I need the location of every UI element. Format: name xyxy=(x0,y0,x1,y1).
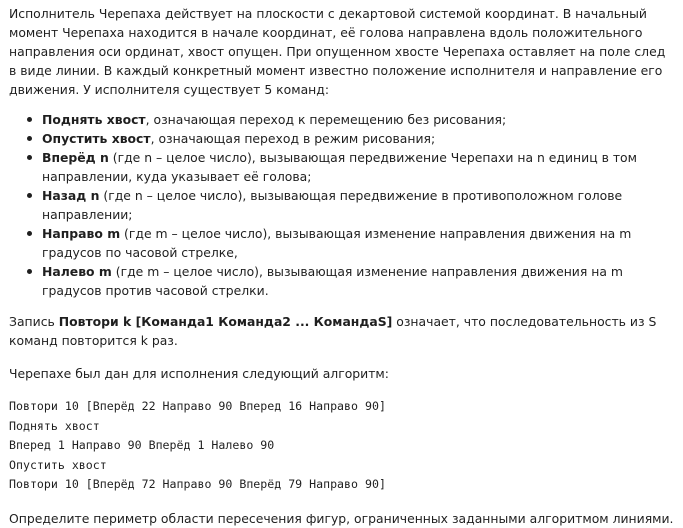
bullet-icon xyxy=(27,193,32,198)
repeat-note-before: Запись xyxy=(9,314,59,329)
bullet-icon xyxy=(27,231,32,236)
code-line: Повтори 10 [Вперёд 22 Направо 90 Вперед 16 Направо 90] xyxy=(9,399,386,413)
command-item-right xyxy=(42,224,675,262)
command-item-forward xyxy=(42,148,675,186)
code-line: Вперед 1 Направо 90 Вперёд 1 Налево 90 xyxy=(9,438,275,453)
bullet-icon xyxy=(27,117,32,122)
command-desc: (где m – целое число), вызывающая изменение направления движения на m градусов против часовой стрелки. xyxy=(42,264,623,298)
command-desc: (где n – целое число), вызывающая передвижение Черепахи на n единиц в том направлении, куда указывает её голова; xyxy=(42,150,637,184)
command-item-pen-up xyxy=(42,110,675,129)
code-line: Поднять хвост xyxy=(9,418,100,433)
command-list xyxy=(9,110,675,300)
command-name: Вперёд n xyxy=(42,150,109,165)
command-desc: , означающая переход к перемещению без рисования; xyxy=(145,112,507,127)
command-desc: , означающая переход в режим рисования; xyxy=(150,131,436,146)
command-name: Назад n xyxy=(42,188,100,203)
command-item-pen-down xyxy=(42,129,675,148)
command-desc: (где n – целое число), вызывающая передвижение в противоположном голове направлении; xyxy=(42,188,623,222)
algorithm-code xyxy=(9,397,675,495)
command-name: Опустить хвост xyxy=(42,131,151,146)
command-name: Направо m xyxy=(42,226,121,241)
bullet-icon xyxy=(27,269,32,274)
command-item-left xyxy=(42,262,675,300)
code-line: Повтори 10 [Вперёд 72 Направо 90 Вперёд 79 Направо 90] xyxy=(9,477,386,492)
bullet-icon xyxy=(27,155,32,160)
code-line: Опустить хвост xyxy=(9,457,107,472)
command-name: Налево m xyxy=(42,264,112,279)
intro-paragraph: Исполнитель Черепаха действует на плоскости с декартовой системой координат. В начальный момент Черепаха находится в начале координат, её голова направлена вдоль положительного направления оси ординат, хвост опущен. При опущенном хвосте Черепаха оставляет на поле след в виде линии. В каждый конкретный момент известно положение исполнителя и направление его движения. У исполнителя существует 5 команд: xyxy=(9,6,666,97)
command-desc: (где m – целое число), вызывающая изменение направления движения на m градусов по часовой стрелке, xyxy=(42,226,632,260)
question-text: Определите периметр области пересечения фигур, ограниченных заданными алгоритмом линиями. xyxy=(9,510,674,526)
command-name: Поднять хвост xyxy=(42,112,146,127)
repeat-note xyxy=(9,312,675,350)
given-text: Черепахе был дан для исполнения следующий алгоритм: xyxy=(9,366,389,381)
bullet-icon xyxy=(27,136,32,141)
command-item-back xyxy=(42,186,675,224)
repeat-note-after: означает, что последовательность из S команд повторится k раз. xyxy=(9,314,657,348)
repeat-syntax: Повтори k [Команда1 Команда2 ... КомандаS] xyxy=(58,314,393,329)
